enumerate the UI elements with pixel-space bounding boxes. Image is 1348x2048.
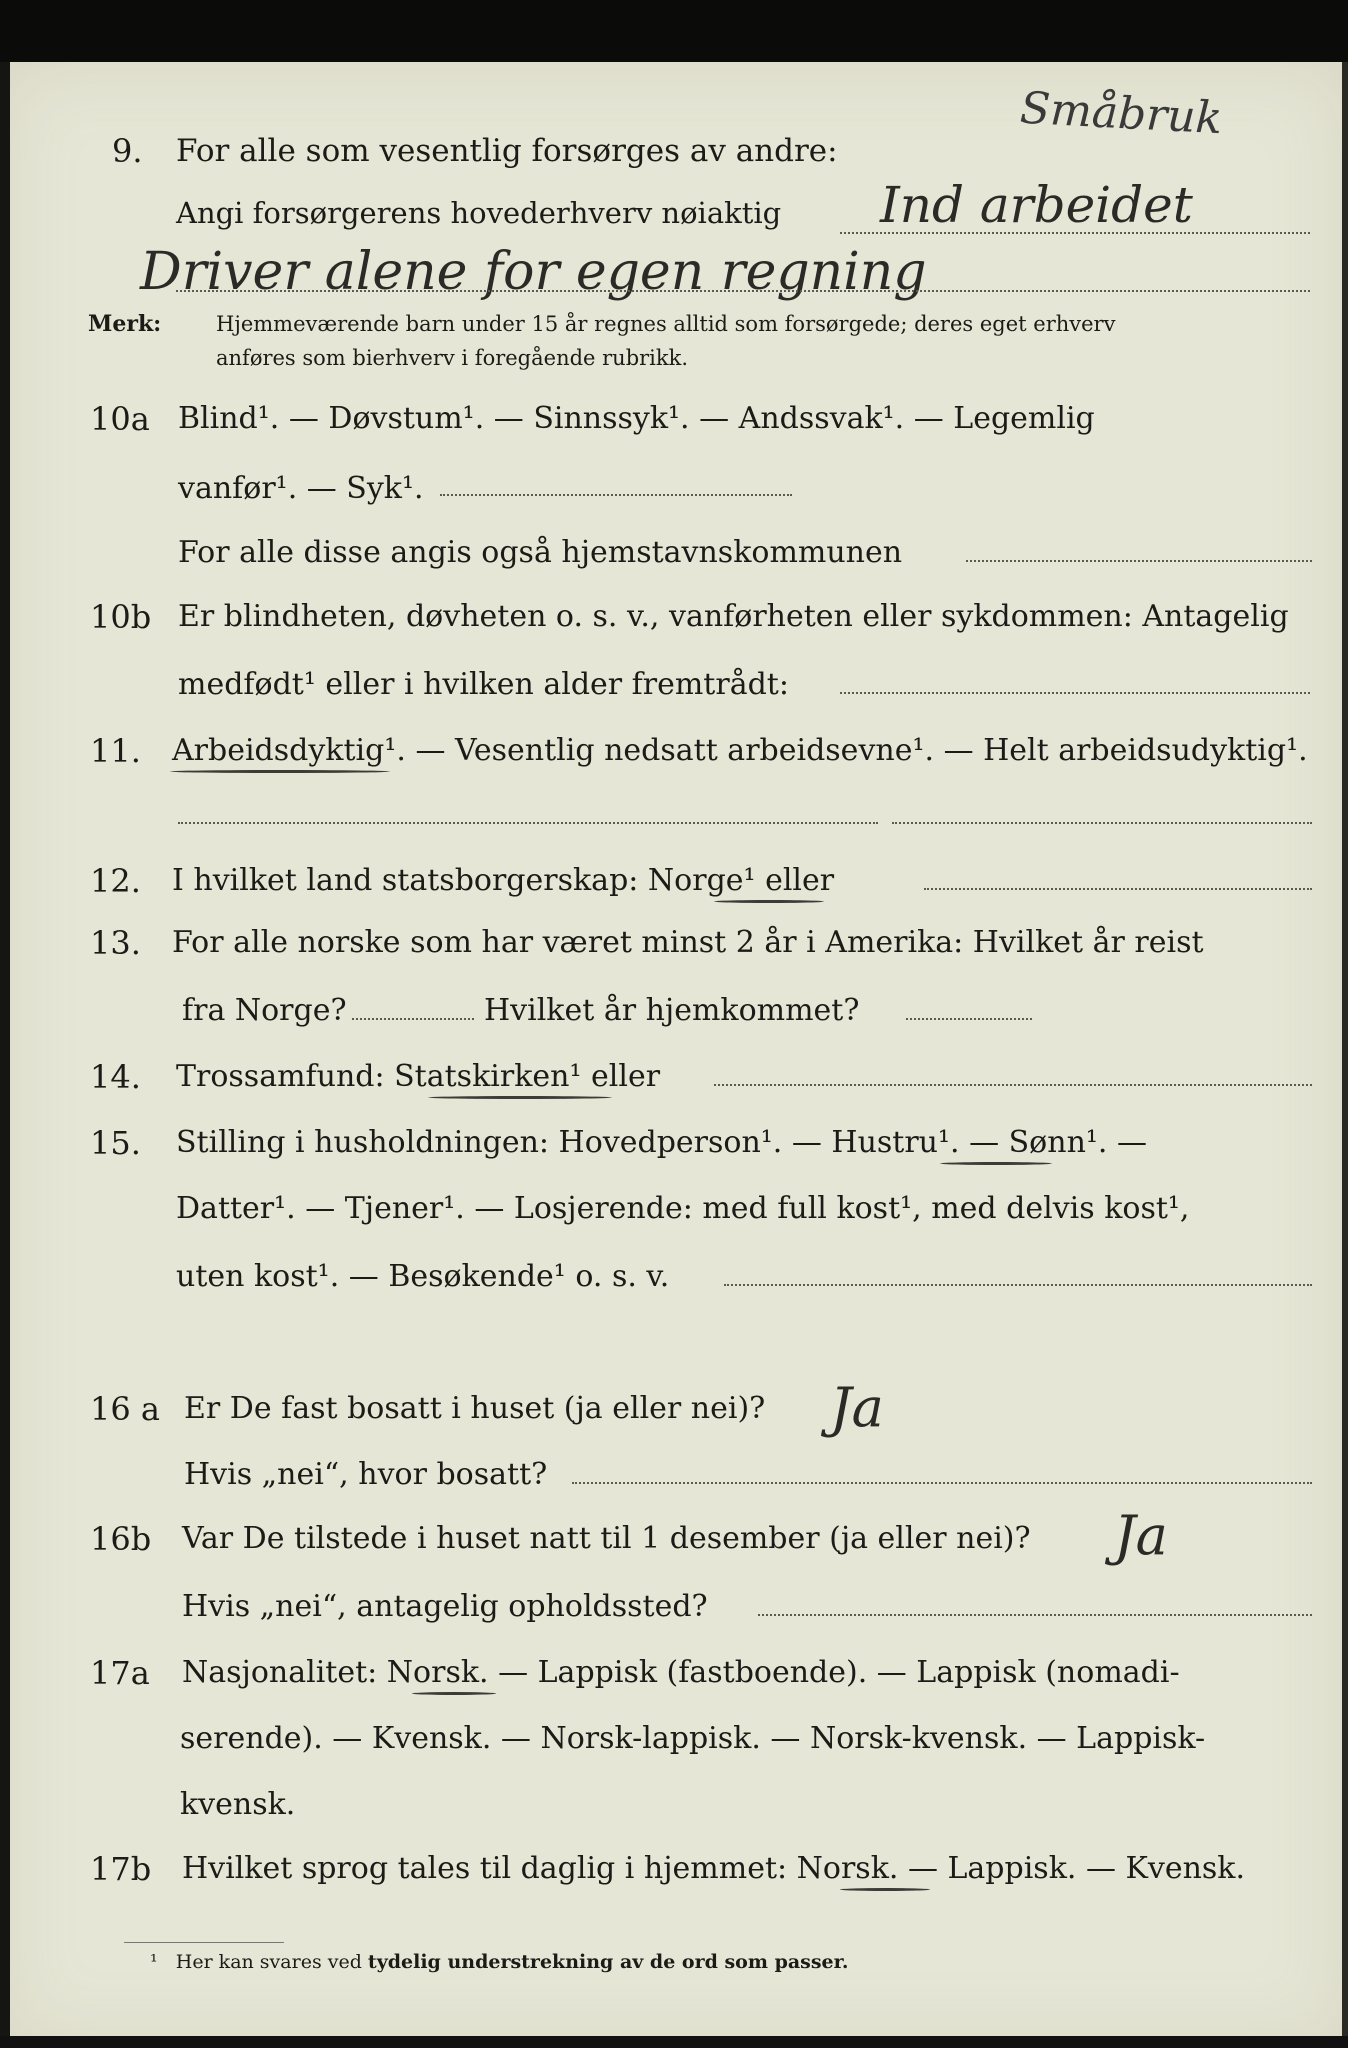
residence-answer-line	[572, 1482, 1312, 1484]
question-12-number: 12.	[90, 862, 141, 900]
question-10a-line3: For alle disse angis også hjemstavnskommunen	[178, 535, 903, 570]
question-11-number: 11.	[90, 732, 141, 770]
note-line1: Hjemmeværende barn under 15 år regnes alltid som forsørgede; deres eget erhverv	[216, 312, 1116, 336]
question-10b-line2: medfødt¹ eller i hvilken alder fremtrådt:	[178, 667, 789, 702]
scan-top-border	[0, 0, 1348, 62]
handwritten-resident-answer: Ja	[830, 1376, 884, 1439]
question-9-line1: For alle som vesentlig forsørges av andre:	[176, 133, 838, 169]
question-13-line2b: Hvilket år hjemkommet?	[484, 993, 860, 1028]
question-9-number: 9.	[112, 132, 143, 170]
occupation-answer-line	[840, 232, 1310, 234]
underline-arbeidsdyktig	[170, 770, 390, 773]
question-13-number: 13.	[90, 924, 141, 962]
scan-bottom-border	[0, 2036, 1348, 2048]
question-16a-number: 16 a	[90, 1390, 160, 1428]
question-17a-number: 17a	[90, 1654, 150, 1692]
footnote-rule	[124, 1942, 284, 1943]
question-9-line2: Angi forsørgerens hovederhverv nøiaktig	[176, 196, 782, 230]
citizenship-answer-line	[924, 888, 1312, 890]
note-label: Merk:	[88, 311, 162, 337]
question-15-line3: uten kost¹. — Besøkende¹ o. s. v.	[176, 1259, 670, 1294]
onset-age-answer-line	[840, 692, 1310, 694]
work-capacity-answer-line-right	[892, 822, 1312, 824]
question-10a-number: 10a	[90, 400, 150, 438]
question-10a-line2: vanfør¹. — Syk¹.	[178, 471, 424, 506]
question-11-line1: Arbeidsdyktig¹. — Vesentlig nedsatt arbeidsevne¹. — Helt arbeidsudyktig¹.	[172, 733, 1308, 768]
occupation-answer-line-2	[176, 290, 1310, 292]
footnote-mark: ¹	[150, 1951, 158, 1973]
question-13-line2a: fra Norge?	[182, 993, 347, 1028]
question-17b-line1: Hvilket sprog tales til daglig i hjemmet: Norsk. — Lappisk. — Kvensk.	[182, 1851, 1246, 1886]
question-16b-number: 16b	[90, 1520, 152, 1558]
handwritten-small-farm-note: Småbruk	[1018, 82, 1224, 145]
question-14-line1: Trossamfund: Statskirken¹ eller	[176, 1059, 661, 1094]
question-12-line1: I hvilket land statsborgerskap: Norge¹ eller	[172, 863, 835, 898]
question-10b-number: 10b	[90, 598, 152, 636]
question-15-line1: Stilling i husholdningen: Hovedperson¹. — Hustru¹. — Sønn¹. —	[176, 1125, 1147, 1160]
footnote	[150, 1950, 849, 1974]
question-16a-line2: Hvis „nei“, hvor bosatt?	[184, 1457, 548, 1492]
question-13-line1: For alle norske som har været minst 2 år i Amerika: Hvilket år reist	[172, 925, 1204, 960]
footnote-text: Her kan svares ved	[175, 1951, 362, 1973]
underline-norge	[714, 900, 824, 903]
question-10a-line1: Blind¹. — Døvstum¹. — Sinnssyk¹. — Andssvak¹. — Legemlig	[178, 401, 1095, 436]
whereabouts-answer-line	[758, 1614, 1312, 1616]
question-15-line2: Datter¹. — Tjener¹. — Losjerende: med full kost¹, med delvis kost¹,	[176, 1191, 1190, 1226]
question-17a-line2: serende). — Kvensk. — Norsk-lappisk. — Norsk-kvensk. — Lappisk-	[180, 1721, 1206, 1756]
question-16b-line2: Hvis „nei“, antagelig opholdssted?	[182, 1589, 708, 1624]
underline-hustru	[940, 1162, 1052, 1165]
handwritten-self-employed-answer: Driver alene for egen regning	[140, 242, 927, 302]
note-line2: anføres som bierhverv i foregående rubrikk.	[216, 346, 689, 370]
question-10b-line1: Er blindheten, døvheten o. s. v., vanførheten eller sykdommen: Antagelig	[178, 599, 1289, 634]
religion-answer-line	[714, 1084, 1312, 1086]
question-16b-line1: Var De tilstede i huset natt til 1 desember (ja eller nei)?	[182, 1521, 1031, 1556]
question-17a-line1: Nasjonalitet: Norsk. — Lappisk (fastboende). — Lappisk (nomadi-	[182, 1655, 1180, 1690]
household-position-answer-line	[724, 1284, 1312, 1286]
underline-norsk-nationality	[412, 1692, 496, 1695]
return-year-answer-line	[906, 1018, 1032, 1020]
question-15-number: 15.	[90, 1124, 141, 1162]
question-14-number: 14.	[90, 1058, 141, 1096]
scan-left-border	[0, 62, 10, 2048]
handwritten-present-answer: Ja	[1114, 1504, 1168, 1567]
work-capacity-answer-line-left	[178, 822, 878, 824]
home-municipality-answer-line	[966, 560, 1312, 562]
handwritten-occupation-answer: Ind arbeidet	[880, 176, 1193, 234]
emigration-year-answer-line	[352, 1018, 474, 1020]
footnote-bold-text: tydelig understrekning av de ord som passer.	[367, 1951, 849, 1973]
scan-right-border	[1342, 62, 1348, 2048]
underline-statskirken	[428, 1096, 612, 1099]
disability-answer-line	[440, 494, 792, 496]
question-16a-line1: Er De fast bosatt i huset (ja eller nei)?	[184, 1391, 766, 1426]
question-17a-line3: kvensk.	[180, 1787, 296, 1822]
underline-norsk-language	[840, 1888, 930, 1891]
question-17b-number: 17b	[90, 1850, 152, 1888]
